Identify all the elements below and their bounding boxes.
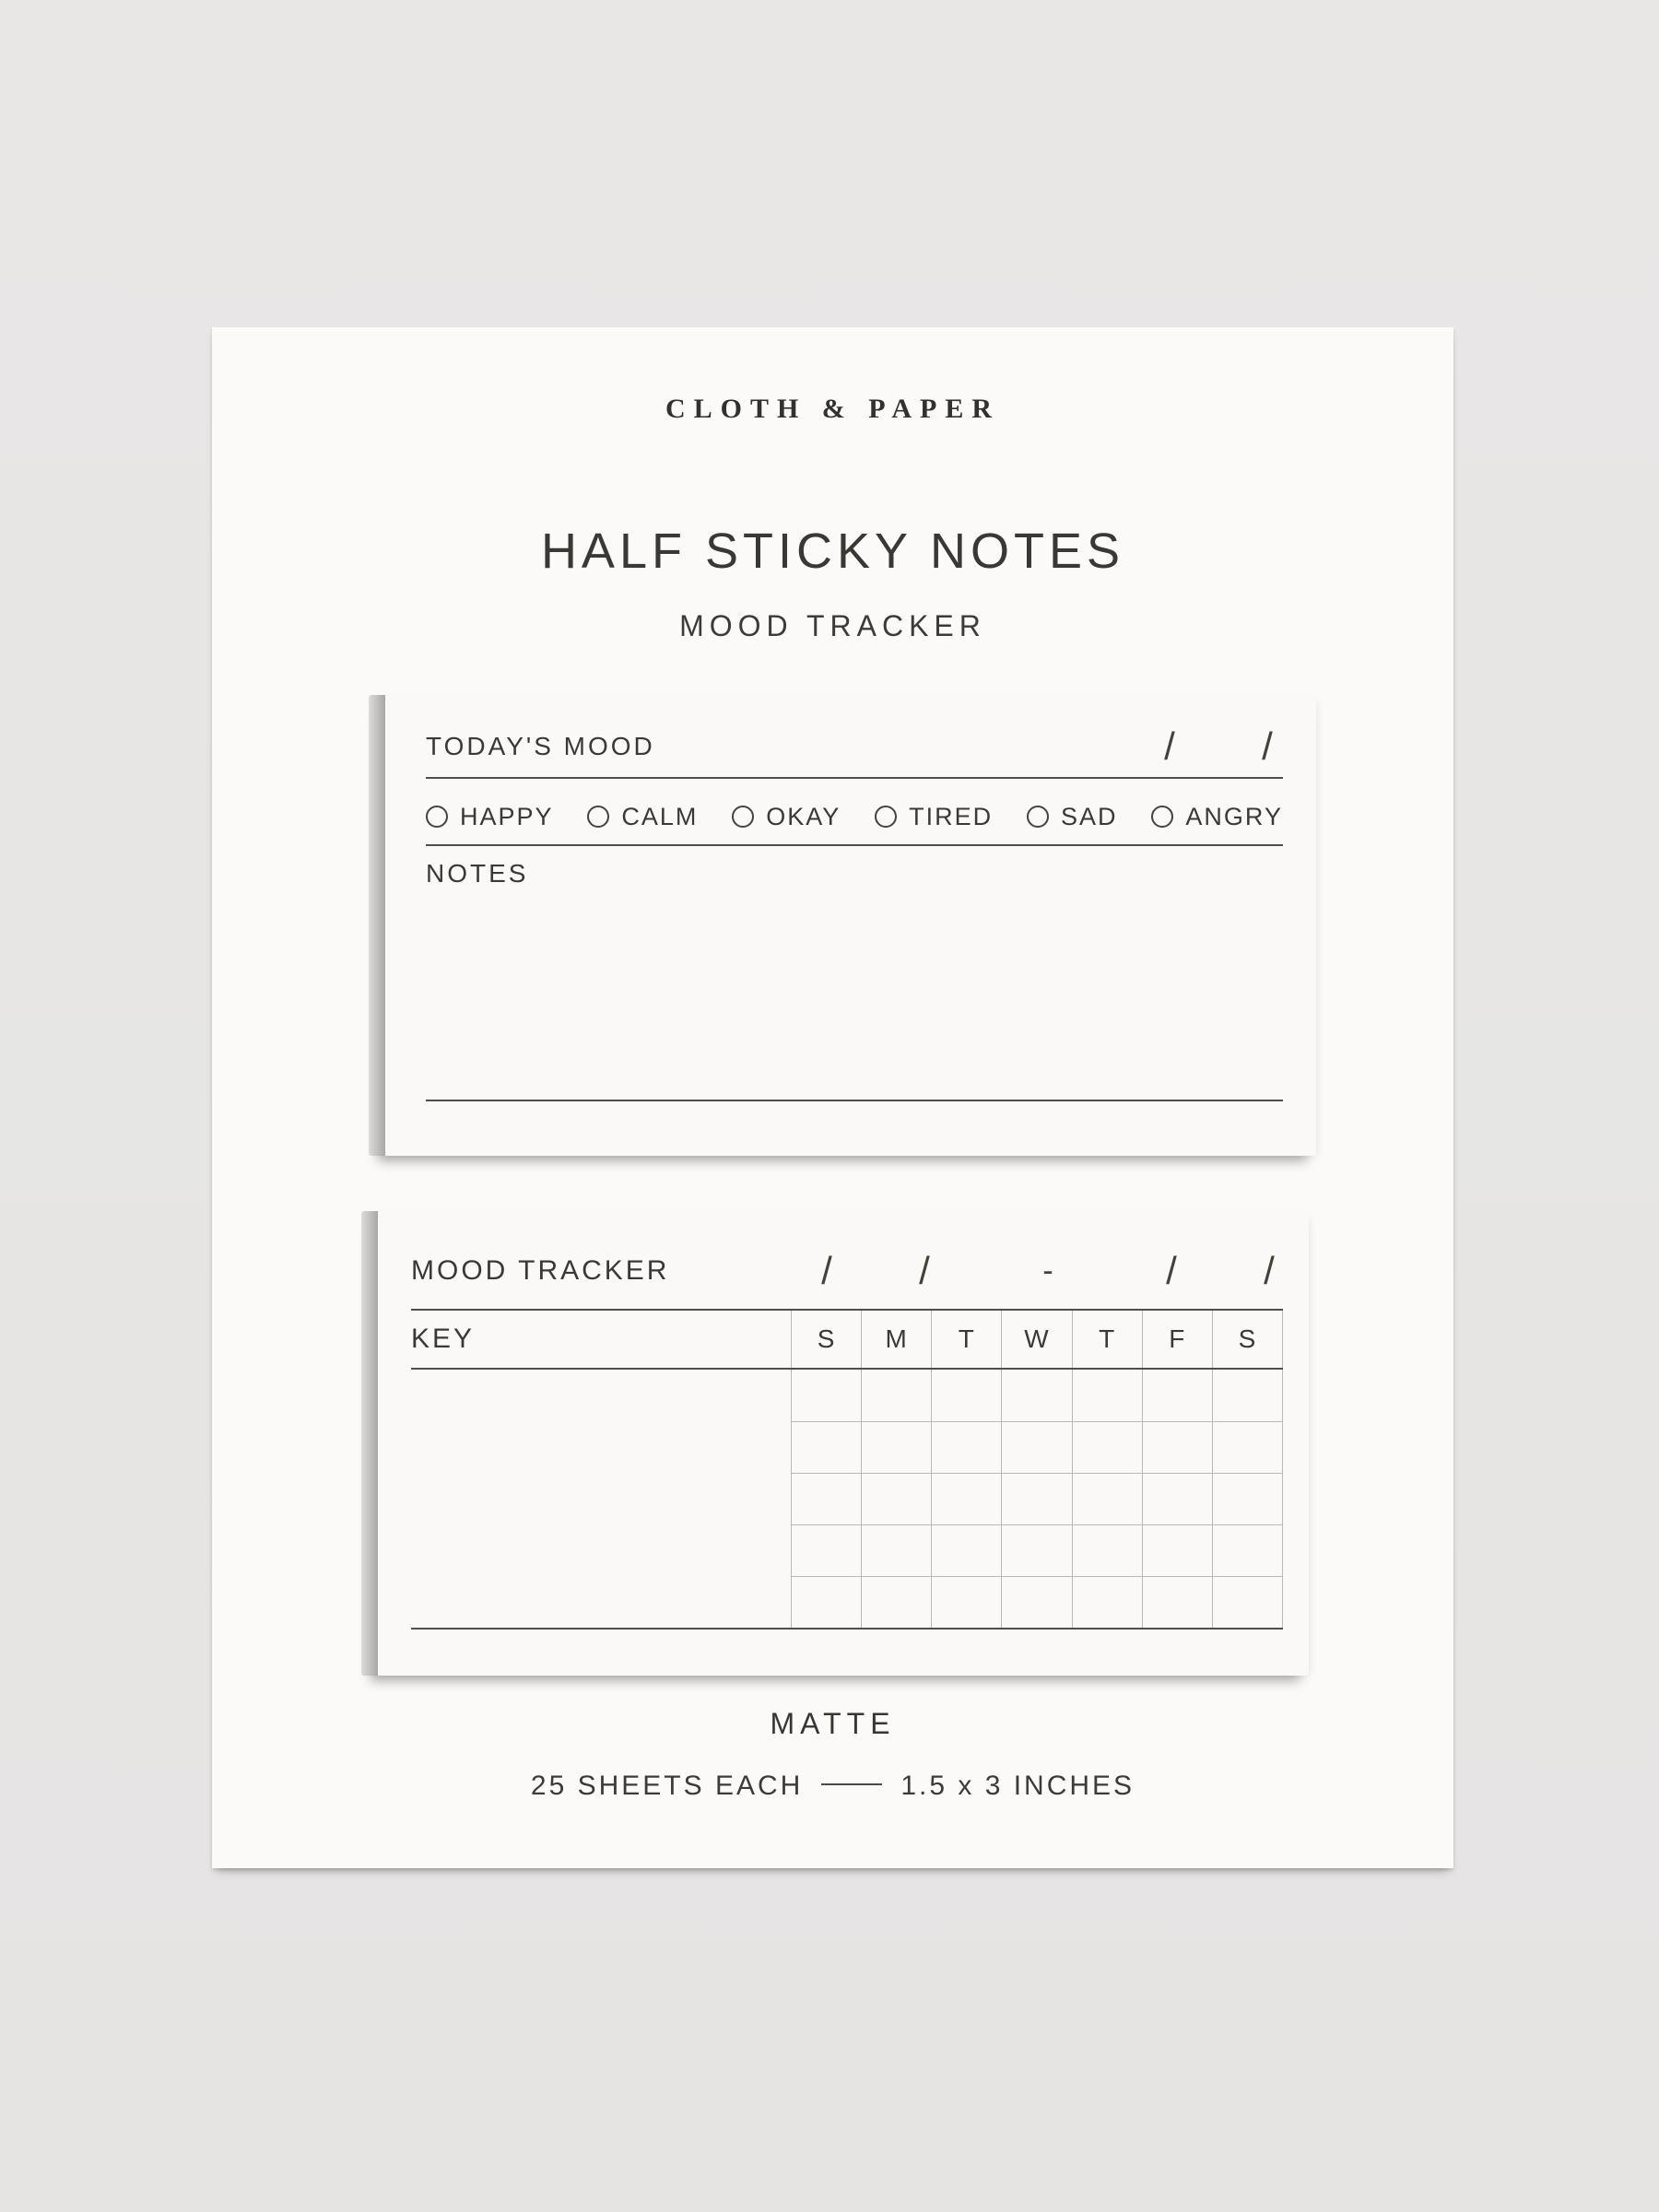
key-blank-area: [411, 1370, 791, 1628]
tracker-grid-cell: [791, 1576, 861, 1628]
tracker-grid-cell: [1142, 1370, 1212, 1421]
date-dash: -: [1042, 1253, 1053, 1288]
todays-mood-label: TODAY'S MOOD: [426, 732, 655, 760]
tracker-grid-cell: [861, 1421, 931, 1473]
tracker-grid-cell: [1142, 1524, 1212, 1576]
tracker-grid-cell: [1001, 1473, 1071, 1524]
tracker-grid-cell: [1001, 1421, 1071, 1473]
mood-checkbox-circle: [875, 806, 897, 828]
mood-options-row: [426, 791, 1283, 842]
mood-checkbox-circle: [1027, 806, 1049, 828]
tracker-grid-cell: [1072, 1524, 1142, 1576]
date-slash: /: [1262, 724, 1273, 768]
day-column-header: S: [1212, 1311, 1282, 1368]
writing-line: [426, 1100, 1283, 1101]
pad-top-sheet: [378, 1211, 1309, 1676]
tracker-grid-cells: [791, 1370, 1283, 1628]
day-column-header: F: [1142, 1311, 1212, 1368]
mood-tracker-header: [411, 1248, 1283, 1294]
tracker-grid-cell: [861, 1576, 931, 1628]
tracker-grid-cell: [1142, 1421, 1212, 1473]
sticky-note-today-mood: [369, 695, 1316, 1156]
brand-wordmark: CLOTH & PAPER: [665, 394, 1001, 424]
date-slash: /: [1166, 1249, 1177, 1292]
divider-line: [426, 777, 1283, 779]
day-column-header: W: [1001, 1311, 1071, 1368]
tracker-grid-cell: [931, 1473, 1001, 1524]
date-slash: /: [821, 1249, 832, 1292]
pad-sheet-edge: [369, 695, 385, 1156]
day-column-header: S: [791, 1311, 861, 1368]
mood-checkbox-circle: [426, 806, 448, 828]
mood-option: HAPPY: [426, 803, 554, 831]
day-column-header: T: [1072, 1311, 1142, 1368]
sheet-count-label: 25 SHEETS EACH: [530, 1771, 804, 1801]
date-slash: /: [1264, 1249, 1275, 1292]
notes-label: NOTES: [426, 859, 529, 888]
mood-checkbox-circle: [1151, 806, 1173, 828]
tracker-header-row: [411, 1309, 1283, 1370]
tracker-grid-cell: [791, 1421, 861, 1473]
tracker-grid-cell: [1072, 1421, 1142, 1473]
tracker-grid-cell: [931, 1524, 1001, 1576]
spec-divider-dash: [821, 1783, 882, 1785]
tracker-grid-cell: [1212, 1473, 1282, 1524]
sticky-note-mood-tracker: [361, 1211, 1309, 1676]
packaging-card: [212, 327, 1453, 1868]
mood-option: CALM: [587, 803, 698, 831]
tracker-table: [411, 1309, 1283, 1630]
todays-mood-header: [426, 726, 1283, 767]
size-label: 1.5 x 3 INCHES: [900, 1771, 1135, 1801]
tracker-grid-cell: [791, 1370, 861, 1421]
tracker-grid-cell: [861, 1473, 931, 1524]
day-column-header: T: [931, 1311, 1001, 1368]
date-range-field: [813, 1249, 1283, 1293]
tracker-grid-cell: [1001, 1370, 1071, 1421]
mood-option: ANGRY: [1151, 803, 1283, 831]
tracker-grid-cell: [1072, 1576, 1142, 1628]
tracker-grid-cell: [931, 1576, 1001, 1628]
date-slash: /: [1164, 724, 1175, 768]
tracker-grid-cell: [1212, 1421, 1282, 1473]
day-column-header: M: [861, 1311, 931, 1368]
pad-sheet-edge: [361, 1211, 378, 1676]
product-subtitle: MOOD TRACKER: [679, 609, 986, 642]
key-label: KEY: [411, 1324, 476, 1354]
tracker-grid-cell: [1072, 1473, 1142, 1524]
tracker-grid-cell: [931, 1421, 1001, 1473]
mood-checkbox-circle: [587, 806, 609, 828]
product-title: HALF STICKY NOTES: [540, 524, 1125, 579]
tracker-grid-cell: [791, 1524, 861, 1576]
tracker-grid-cell: [931, 1370, 1001, 1421]
tracker-grid-cell: [1212, 1576, 1282, 1628]
mood-option: OKAY: [732, 803, 841, 831]
spec-line: [212, 1771, 1453, 1802]
tracker-grid-cell: [1001, 1576, 1071, 1628]
mood-checkbox-circle: [732, 806, 754, 828]
tracker-grid-cell: [1212, 1524, 1282, 1576]
mood-option: TIRED: [875, 803, 993, 831]
tracker-body: [411, 1370, 1283, 1630]
mood-tracker-label: MOOD TRACKER: [411, 1255, 670, 1286]
tracker-grid-cell: [1142, 1473, 1212, 1524]
day-column-headers: [791, 1311, 1283, 1368]
tracker-grid-cell: [861, 1370, 931, 1421]
mood-option: SAD: [1027, 803, 1118, 831]
divider-line: [426, 844, 1283, 846]
date-slash: /: [919, 1249, 930, 1292]
date-field: [1154, 724, 1283, 769]
tracker-grid-cell: [1072, 1370, 1142, 1421]
tracker-grid-cell: [861, 1524, 931, 1576]
tracker-grid-cell: [791, 1473, 861, 1524]
tracker-grid-cell: [1212, 1370, 1282, 1421]
finish-label: MATTE: [770, 1707, 896, 1740]
tracker-grid-cell: [1142, 1576, 1212, 1628]
tracker-grid-cell: [1001, 1524, 1071, 1576]
pad-top-sheet: [385, 695, 1316, 1156]
